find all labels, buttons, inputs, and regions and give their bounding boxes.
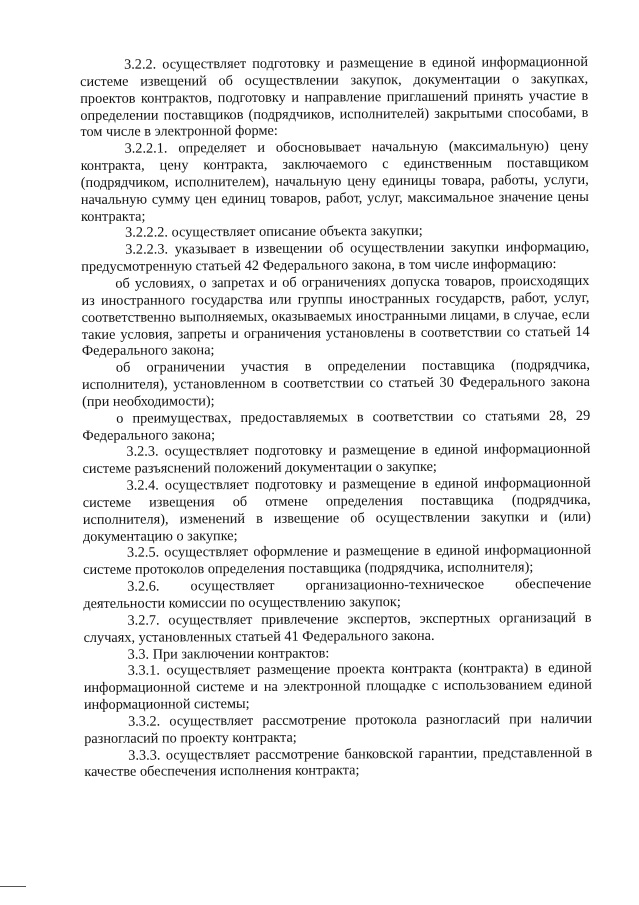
paragraph-3-2-6: 3.2.6. осуществляет организационно-техническое обеспечение деятельности комиссии по осуществлению закупок; [83, 576, 592, 612]
paragraph-advantages: о преимуществах, предоставляемых в соответствии со статьями 28, 29 Федерального закона; [82, 407, 591, 444]
paragraph-restriction: об ограничении участия в определении поставщика (подрядчика, исполнителя), установленном в соответствии со статьей 30 Федерального закона (при необходимости); [81, 357, 591, 410]
paragraph-3-2-7: 3.2.7. осуществляет привлечение экспертов, экспертных организаций в случаях, установленных статьей 41 Федерального закона. [83, 609, 592, 646]
paragraph-3-2-2-2: 3.2.2.2. осуществляет описание объекта закупки; [125, 223, 423, 242]
paragraph-3-2-5: 3.2.5. осуществляет оформление и размещение в единой информационной системе протоколов определения поставщика (подрядчика, исполнителя); [83, 542, 592, 579]
paragraph-3-2-2-3: 3.2.2.3. указывает в извещении об осуществлении закупки информацию, предусмотренную статьей 42 Федерального закона, в том числе информацию: [81, 239, 590, 276]
paragraph-3-2-4: 3.2.4. осуществляет подготовку и размещение в единой информационной системе извещения об отмене определения поставщика (подрядчика, исполнителя), изменений в извещение об осуществлении закупки и (или) документацию о закупке; [82, 474, 591, 545]
paragraph-conditions: об условиях, о запретах и об ограничениях допуска товаров, происходящих из иностранного государства или группы иностранных государств, работ, услуг, соответственно выполняемых, оказываемых иностранными лицами, в случае, если такие условия, запреты и ограничения установлены в соответствии со статьей 14 Федерального закона; [81, 272, 590, 360]
paragraph-3-3-2: 3.3.2. осуществляет рассмотрение протокола разногласий при наличии разногласий по проекту контракта; [84, 710, 593, 747]
page-edge-mark [0, 886, 26, 887]
paragraph-3-3-3: 3.3.3. осуществляет рассмотрение банковской гарантии, представленной в качестве обеспечения исполнения контракта; [84, 744, 593, 781]
paragraph-3-3: 3.3. При заключении контрактов: [127, 645, 330, 663]
document-body [80, 54, 592, 781]
paragraph-3-2-2: 3.2.2. осуществляет подготовку и размещение в единой информационной системе извещений об осуществлении закупок, документации о закупках, проектов контрактов, подготовку и направление приглашений принять участие в определении поставщиков (подрядчиков, исполнителей) закрытыми способами, в том числе в электронной форме: [80, 53, 589, 141]
paragraph-3-2-3: 3.2.3. осуществляет подготовку и размещение в единой информационной системе разъяснений положений документации о закупке; [82, 441, 591, 478]
paragraph-3-3-1: 3.3.1. осуществляет размещение проекта контракта (контракта) в единой информационной системе и на электронной площадке с использованием единой информационной системы; [83, 660, 592, 714]
paragraph-3-2-2-1: 3.2.2.1. определяет и обосновывает начальную (максимальную) цену контракта, цену контракта, заключаемого с единственным поставщиком (подрядчиком, исполнителем), начальную цену единицы товара, работы, услуги, начальную сумму цен единиц товаров, работ, услуг, максимальное значение цены контракта; [80, 138, 589, 225]
